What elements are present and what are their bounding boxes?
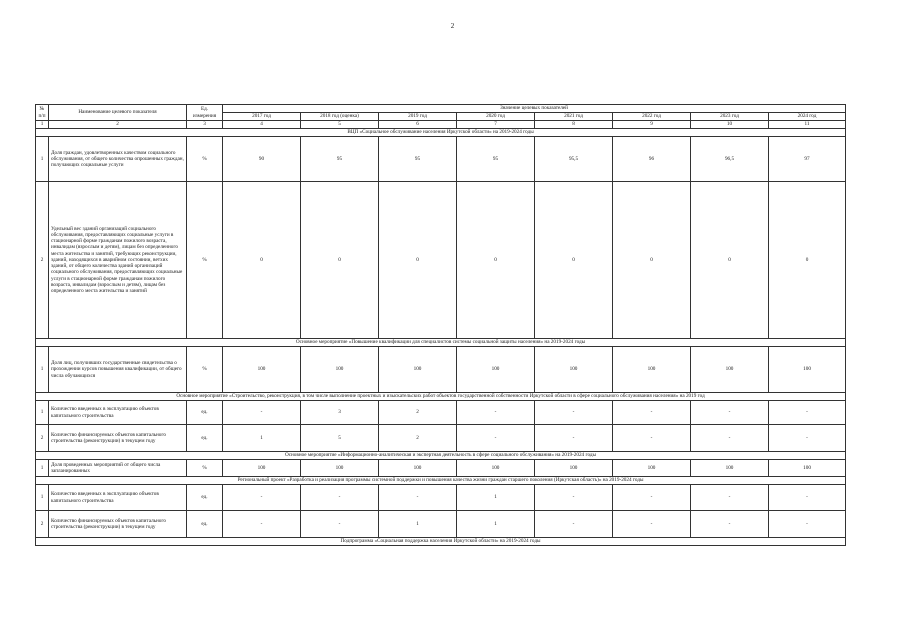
indicator-value: 100 (535, 460, 613, 477)
table-row (36, 485, 846, 511)
header-row-top (36, 105, 846, 113)
target-indicators-table (35, 104, 846, 546)
indicator-value: 0 (535, 182, 613, 339)
unit-of-measure: % (187, 137, 223, 182)
indicator-value: 100 (379, 347, 457, 393)
indicator-value: 90 (223, 137, 301, 182)
indicator-value: 100 (769, 347, 846, 393)
indicator-value: - (301, 511, 379, 538)
indicator-value: 100 (223, 347, 301, 393)
table-row (36, 347, 846, 393)
section-row (36, 538, 846, 546)
indicator-value: - (535, 425, 613, 452)
header-unit: Ед. измерения (187, 105, 223, 121)
indicator-value: 100 (301, 347, 379, 393)
indicator-value: 97 (769, 137, 846, 182)
header-column-number: 8 (535, 121, 613, 129)
section-row (36, 129, 846, 137)
indicator-value: - (223, 401, 301, 425)
section-row (36, 339, 846, 347)
table-body (36, 129, 846, 546)
header-column-number: 9 (613, 121, 691, 129)
section-title: Основное мероприятие «Повышение квалификации для специалистов системы социальной защиты населения» на 2019-2024 годы (36, 339, 846, 347)
header-year: 2023 год (691, 113, 769, 121)
row-number: 1 (36, 137, 49, 182)
indicator-value: - (769, 511, 846, 538)
indicator-value: - (301, 485, 379, 511)
indicator-name: Количество введенных в эксплуатацию объектов капитального строительства (49, 485, 187, 511)
indicator-value: - (691, 511, 769, 538)
indicator-value: 95,5 (535, 137, 613, 182)
indicator-value: 2 (379, 425, 457, 452)
indicator-name: Доля проведенных мероприятий от общего числа запланированных (49, 460, 187, 477)
header-year: 2017 год (223, 113, 301, 121)
unit-of-measure: ед. (187, 511, 223, 538)
indicator-value: - (535, 401, 613, 425)
header-column-number: 2 (49, 121, 187, 129)
indicator-value: 100 (457, 460, 535, 477)
section-row (36, 452, 846, 460)
header-year: 2022 год (613, 113, 691, 121)
section-title: Основное мероприятие «Информационно-аналитическая и экспертная деятельность в сфере социального обслуживания» на 2019-2024 годы (36, 452, 846, 460)
indicator-name: Количество введенных в эксплуатацию объектов капитального строительства (49, 401, 187, 425)
indicator-value: 100 (613, 347, 691, 393)
unit-of-measure: ед. (187, 401, 223, 425)
indicator-value: 100 (535, 347, 613, 393)
indicator-value: - (691, 425, 769, 452)
indicator-value: - (613, 485, 691, 511)
header-num: № п/п (36, 105, 49, 121)
table-row (36, 511, 846, 538)
header-row-column-numbers (36, 121, 846, 129)
indicator-value: 96 (613, 137, 691, 182)
header-column-number: 3 (187, 121, 223, 129)
unit-of-measure: % (187, 182, 223, 339)
indicator-value: - (223, 485, 301, 511)
indicator-name: Доля граждан, удовлетворенных качеством социального обслуживания, от общего количества опрошенных граждан, получающих социальные услуги (49, 137, 187, 182)
indicator-value: 0 (223, 182, 301, 339)
indicator-value: 100 (301, 460, 379, 477)
table-row (36, 137, 846, 182)
indicator-value: - (223, 511, 301, 538)
table-row (36, 425, 846, 452)
indicator-value: 95 (457, 137, 535, 182)
indicator-value: 1 (223, 425, 301, 452)
indicator-value: - (691, 401, 769, 425)
header-column-number: 5 (301, 121, 379, 129)
indicator-value: - (613, 401, 691, 425)
indicator-value: - (769, 485, 846, 511)
indicator-value: 100 (691, 460, 769, 477)
indicator-value: 96,5 (691, 137, 769, 182)
header-values-group: Значение целевых показателей (223, 105, 846, 113)
indicator-value: - (535, 485, 613, 511)
table-row (36, 460, 846, 477)
indicator-value: 1 (457, 511, 535, 538)
indicator-value: - (457, 401, 535, 425)
indicator-value: 2 (379, 401, 457, 425)
header-column-number: 10 (691, 121, 769, 129)
indicator-value: 95 (301, 137, 379, 182)
unit-of-measure: ед. (187, 485, 223, 511)
indicator-value: 0 (691, 182, 769, 339)
indicator-value: 0 (613, 182, 691, 339)
section-title: Региональный проект «Разработка и реализация программы системной поддержки и повышения качества жизни граждан старшего поколения (Иркутская область)» на 2019-2024 годы (36, 477, 846, 485)
row-number: 2 (36, 425, 49, 452)
unit-of-measure: % (187, 460, 223, 477)
row-number: 1 (36, 347, 49, 393)
section-row (36, 393, 846, 401)
header-column-number: 11 (769, 121, 846, 129)
header-year: 2018 год (оценка) (301, 113, 379, 121)
indicator-value: 0 (301, 182, 379, 339)
row-number: 2 (36, 511, 49, 538)
row-number: 2 (36, 182, 49, 339)
unit-of-measure: ед. (187, 425, 223, 452)
indicator-value: - (769, 401, 846, 425)
row-number: 1 (36, 401, 49, 425)
header-column-number: 6 (379, 121, 457, 129)
indicator-value: 100 (223, 460, 301, 477)
indicator-value: 5 (301, 425, 379, 452)
indicator-value: - (613, 425, 691, 452)
indicator-name: Доля лиц, получивших государственные свидетельства о прохождении курсов повышения квалификации, от общего числа обучающихся (49, 347, 187, 393)
row-number: 1 (36, 460, 49, 477)
indicator-value: 1 (379, 511, 457, 538)
indicator-value: 1 (457, 485, 535, 511)
table-row (36, 182, 846, 339)
indicator-value: 100 (457, 347, 535, 393)
indicator-value: 100 (769, 460, 846, 477)
indicator-name: Количество финансируемых объектов капитального строительства (реконструкции) в текущем году (49, 511, 187, 538)
row-number: 1 (36, 485, 49, 511)
indicator-name: Количество финансируемых объектов капитального строительства (реконструкции) в текущем году (49, 425, 187, 452)
header-name: Наименование целевого показателя (49, 105, 187, 121)
indicator-name: Удельный вес зданий организаций социального обслуживания, предоставляющих социальные услуги в стационарной форме гражданам пожилого возраста, инвалидам (взрослым и детям), лицам без определенного места жительства и занятий, требующих реконструкции, зданий, находящихся в аварийном состоянии, ветхих зданий, от общего количества зданий организаций социального обслуживания, предоставляющих социальные услуги в стационарной форме гражданам пожилого возраста, инвалидам (взрослым и детям), лицам без определенного места жительства и занятий (49, 182, 187, 339)
indicator-value: 100 (379, 460, 457, 477)
header-column-number: 4 (223, 121, 301, 129)
indicator-value: 95 (379, 137, 457, 182)
header-year: 2024 год (769, 113, 846, 121)
indicator-value: - (691, 485, 769, 511)
page-number: 2 (450, 22, 455, 30)
header-column-number: 1 (36, 121, 49, 129)
section-title: Основное мероприятие «Строительство, реконструкция, в том числе выполнение проектных и изыскательских работ объектов государственной собственности Иркутской области в сфере социального обслуживания населения» на 2019 год (36, 393, 846, 401)
indicator-value: 100 (691, 347, 769, 393)
indicator-value: 100 (613, 460, 691, 477)
indicator-value: - (613, 511, 691, 538)
indicator-value: 0 (457, 182, 535, 339)
section-title: ВЦП «Социальное обслуживание населения Иркутской области» на 2019-2024 годы (36, 129, 846, 137)
section-row (36, 477, 846, 485)
header-year: 2021 год (535, 113, 613, 121)
indicator-value: 0 (379, 182, 457, 339)
indicator-value: - (457, 425, 535, 452)
unit-of-measure: % (187, 347, 223, 393)
header-year: 2020 год (457, 113, 535, 121)
indicator-value: - (379, 485, 457, 511)
section-title: Подпрограмма «Социальная поддержка населения Иркутской области» на 2019-2024 годы (36, 538, 846, 546)
header-column-number: 7 (457, 121, 535, 129)
indicator-value: 0 (769, 182, 846, 339)
header-year: 2019 год (379, 113, 457, 121)
indicator-value: - (769, 425, 846, 452)
indicator-value: - (535, 511, 613, 538)
indicator-value: 3 (301, 401, 379, 425)
table-row (36, 401, 846, 425)
